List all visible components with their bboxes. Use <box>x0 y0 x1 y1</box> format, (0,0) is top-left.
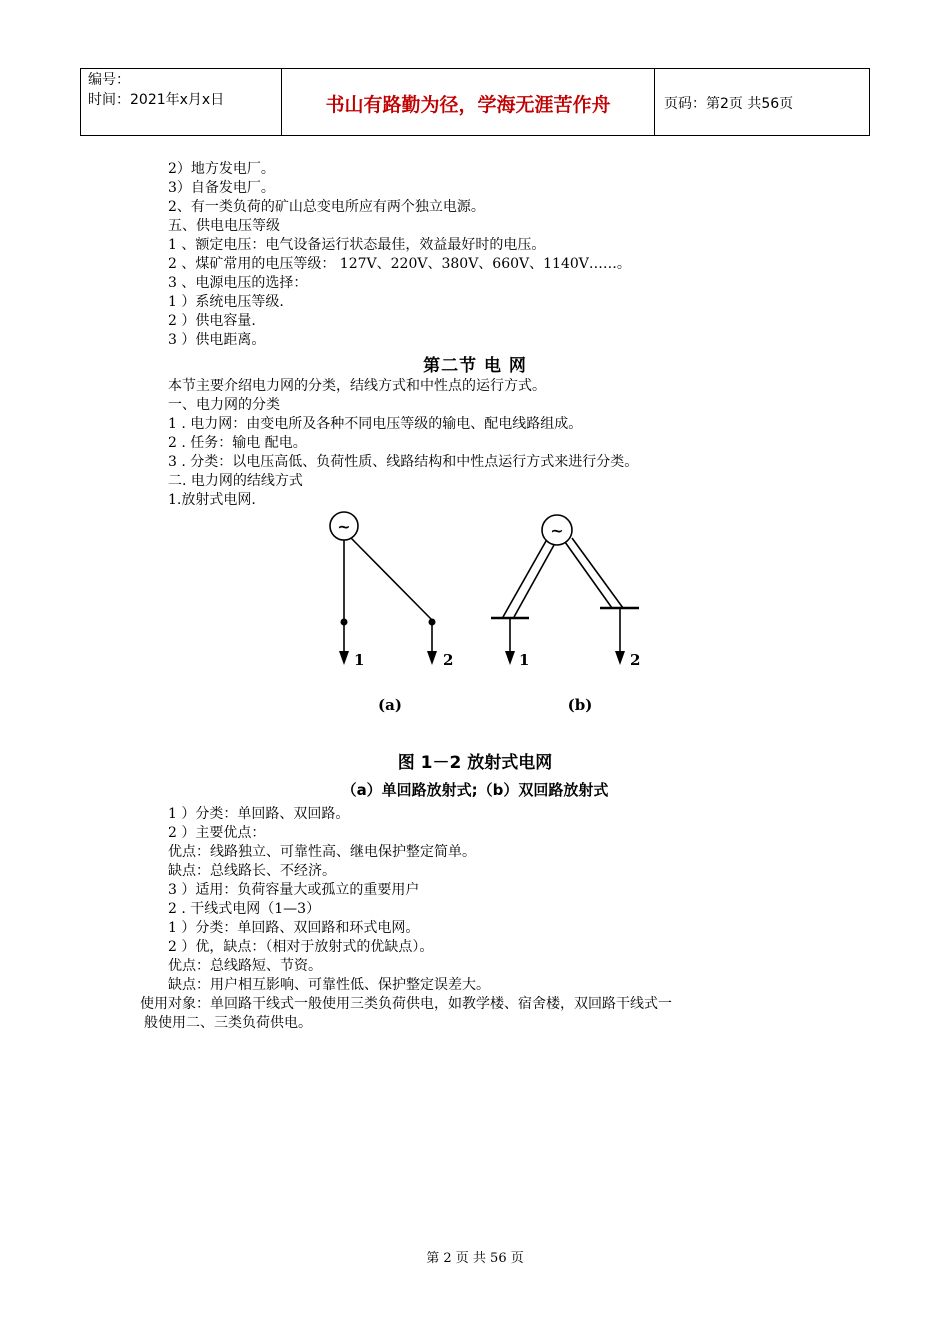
text-line: 1 ）系统电压等级. <box>168 294 284 310</box>
feeder-line <box>565 542 612 608</box>
header-divider <box>654 68 655 136</box>
header-divider <box>80 68 81 136</box>
generator-tilde: ~ <box>550 521 564 540</box>
text-line: 1 、额定电压：电气设备运行状态最佳，效益最好时的电压。 <box>168 237 546 253</box>
text-line: 2 ）主要优点： <box>168 825 266 841</box>
text-line: 优点：总线路短、节资。 <box>168 958 322 974</box>
doc-number-label: 编号： <box>88 72 130 88</box>
text-line: 般使用二、三类负荷供电。 <box>144 1015 312 1031</box>
text-line: 本节主要介绍电力网的分类，结线方式和中性点的运行方式。 <box>168 378 546 394</box>
header-divider <box>281 68 282 136</box>
text-line: 优点：线路独立、可靠性高、继电保护整定简单。 <box>168 844 476 860</box>
load-label: 2 <box>443 651 454 669</box>
text-line: 2 、煤矿常用的电压等级： 127V、220V、380V、660V、1140V……。 <box>168 256 631 272</box>
junction-dot <box>429 619 436 626</box>
text-line: 1 ）分类：单回路、双回路和环式电网。 <box>168 920 420 936</box>
arrow-head <box>615 651 625 665</box>
generator-tilde: ~ <box>337 517 351 536</box>
arrow-head <box>427 651 437 665</box>
junction-dot <box>341 619 348 626</box>
panel-label-b: (b) <box>567 696 593 714</box>
arrow-head <box>505 651 515 665</box>
section-title: 第二节 电 网 <box>423 356 527 376</box>
header-page-info: 页码：第2页 共56页 <box>664 96 794 112</box>
text-line: 2 ）优，缺点：（相对于放射式的优缺点）。 <box>168 939 434 955</box>
figure-subtitle: （a）单回路放射式;（b）双回路放射式 <box>341 781 609 799</box>
text-line: 2）地方发电厂。 <box>168 161 275 177</box>
load-label: 1 <box>519 651 530 669</box>
text-line: 使用对象：单回路干线式一般使用三类负荷供电，如教学楼、宿舍楼，双回路干线式一 <box>140 996 672 1012</box>
text-line: 3）自备发电厂。 <box>168 180 275 196</box>
feeder-line <box>351 538 432 620</box>
text-line: 一、电力网的分类 <box>168 397 280 413</box>
text-line: 1 . 电力网：由变电所及各种不同电压等级的输电、配电线路组成。 <box>168 416 583 432</box>
text-line: 缺点：总线路长、不经济。 <box>168 863 336 879</box>
panel-label-a: (a) <box>378 696 402 714</box>
header-bottom-border <box>80 135 870 136</box>
feeder-line <box>503 541 546 617</box>
page-footer: 第 2 页 共 56 页 <box>426 1251 524 1266</box>
text-line: 2 ）供电容量. <box>168 313 256 329</box>
arrow-head <box>339 651 349 665</box>
text-line: 二. 电力网的结线方式 <box>168 473 303 489</box>
text-line: 2 . 任务：输电 配电。 <box>168 435 307 451</box>
load-label: 1 <box>354 651 365 669</box>
figure-title: 图 1－2 放射式电网 <box>397 753 553 773</box>
text-line: 缺点：用户相互影响、可靠性低、保护整定误差大。 <box>168 977 490 993</box>
text-line: 3 ）供电距离。 <box>168 332 266 348</box>
header-left-cell <box>88 70 224 110</box>
text-line: 2、有一类负荷的矿山总变电所应有两个独立电源。 <box>168 199 485 215</box>
text-line: 3 . 分类：以电压高低、负荷性质、线路结构和中性点运行方式来进行分类。 <box>168 454 639 470</box>
doc-date: 时间：2021年x月x日 <box>88 92 225 108</box>
header-divider <box>869 68 870 136</box>
text-line: 3 、电源电压的选择： <box>168 275 308 291</box>
text-line: 1 ）分类：单回路、双回路。 <box>168 806 350 822</box>
header-motto: 书山有路勤为径，学海无涯苦作舟 <box>325 94 611 116</box>
load-label: 2 <box>630 651 641 669</box>
text-line: 3 ）适用：负荷容量大或孤立的重要用户 <box>168 882 420 898</box>
radial-network-diagram <box>300 505 660 720</box>
feeder-line <box>514 545 554 617</box>
text-line: 1.放射式电网. <box>168 492 256 508</box>
text-line: 2 . 干线式电网（1—3） <box>168 901 321 917</box>
header-top-border <box>80 68 870 69</box>
feeder-line <box>572 538 623 608</box>
text-line: 五、供电电压等级 <box>168 218 280 234</box>
